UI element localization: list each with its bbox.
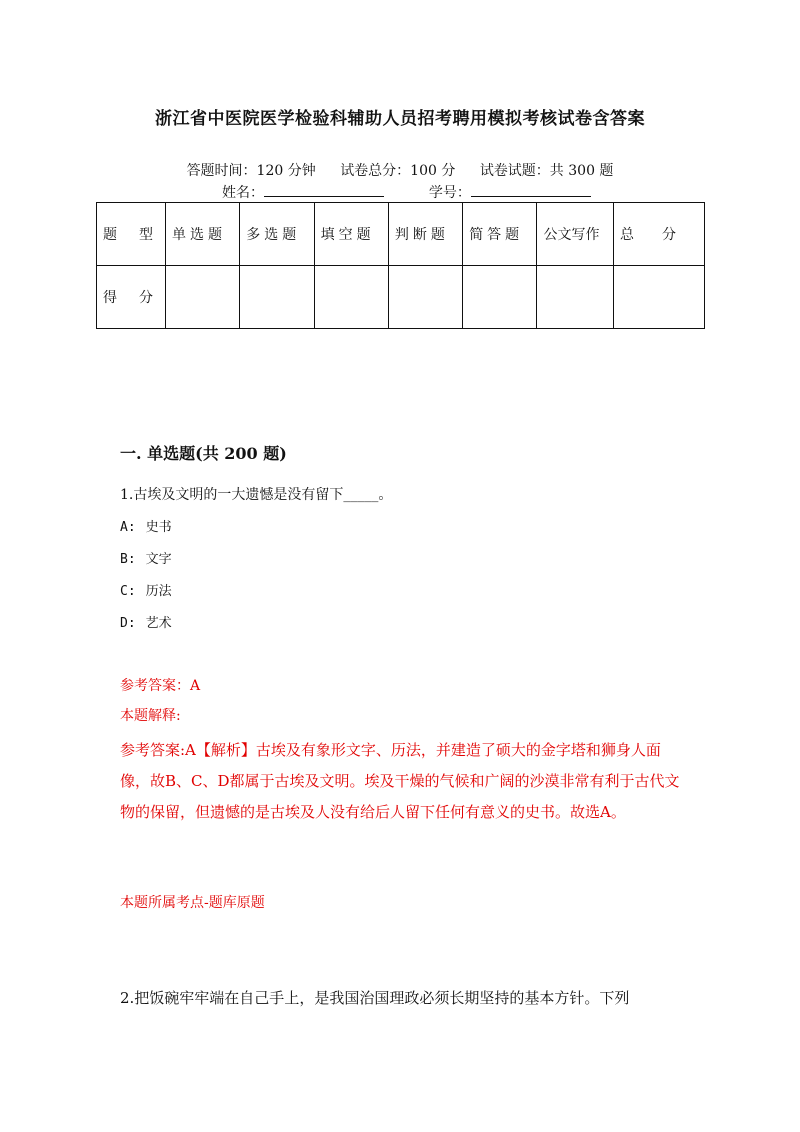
header-cell: 简答题 — [463, 203, 537, 266]
exam-time: 答题时间：120 分钟 — [186, 163, 316, 179]
option-label: B: — [120, 552, 136, 567]
header-cell: 公文写作 — [537, 203, 614, 266]
question-1-answer: 参考答案：A — [120, 678, 201, 694]
id-blank — [471, 184, 591, 197]
score-cell — [166, 266, 240, 329]
header-cell: 判断题 — [388, 203, 462, 266]
exam-total-score: 试卷总分：100 分 — [340, 163, 456, 179]
score-cell — [537, 266, 614, 329]
option-text: 史书 — [145, 520, 172, 535]
score-row-label: 得 分 — [97, 266, 166, 329]
name-label: 姓名： — [222, 185, 264, 201]
score-table-score-row — [97, 266, 705, 329]
header-cell: 单选题 — [166, 203, 240, 266]
question-1-option-b — [120, 548, 172, 567]
header-cell: 填空题 — [314, 203, 388, 266]
score-cell — [314, 266, 388, 329]
question-1-option-a — [120, 516, 172, 535]
question-1-option-c — [120, 580, 172, 599]
score-cell — [614, 266, 705, 329]
exam-meta — [0, 160, 800, 180]
option-label: A: — [120, 520, 136, 535]
score-cell — [388, 266, 462, 329]
header-cell: 多选题 — [240, 203, 314, 266]
section-heading: 一. 单选题(共 200 题) — [120, 444, 287, 463]
score-table-header-row — [97, 203, 705, 266]
id-label: 学号： — [428, 185, 471, 201]
document-title: 浙江省中医院医学检验科辅助人员招考聘用模拟考核试卷含答案 — [155, 109, 645, 129]
option-label: C: — [120, 584, 136, 599]
score-table — [96, 202, 705, 329]
score-cell — [240, 266, 314, 329]
score-cell — [463, 266, 537, 329]
question-1-topic: 本题所属考点-题库原题 — [120, 895, 265, 911]
exam-question-count: 试卷试题：共 300 题 — [479, 163, 614, 179]
question-1-explanation: 参考答案:A【解析】古埃及有象形文字、历法，并建造了硕大的金字塔和狮身人面像，故B、C、D都属于古埃及文明。埃及干燥的气候和广阔的沙漠非常有利于古代文物的保留，但遗憾的是古埃及人没有给后人留下任何有意义的史书。故选A。 — [120, 741, 680, 821]
student-info — [222, 182, 591, 202]
option-text: 文字 — [145, 552, 172, 567]
question-1-stem: 1.古埃及文明的一大遗憾是没有留下_____。 — [120, 487, 393, 503]
option-text: 艺术 — [145, 616, 172, 631]
option-text: 历法 — [145, 584, 172, 599]
question-1-explanation-title: 本题解释: — [120, 708, 181, 724]
header-cell: 题 型 — [97, 203, 166, 266]
option-label: D: — [120, 616, 136, 631]
question-2-stem: 2.把饭碗牢牢端在自己手上，是我国治国理政必须长期坚持的基本方针。下列 — [120, 989, 630, 1007]
header-cell: 总 分 — [614, 203, 705, 266]
name-blank — [264, 184, 384, 197]
question-1-option-d — [120, 612, 172, 631]
